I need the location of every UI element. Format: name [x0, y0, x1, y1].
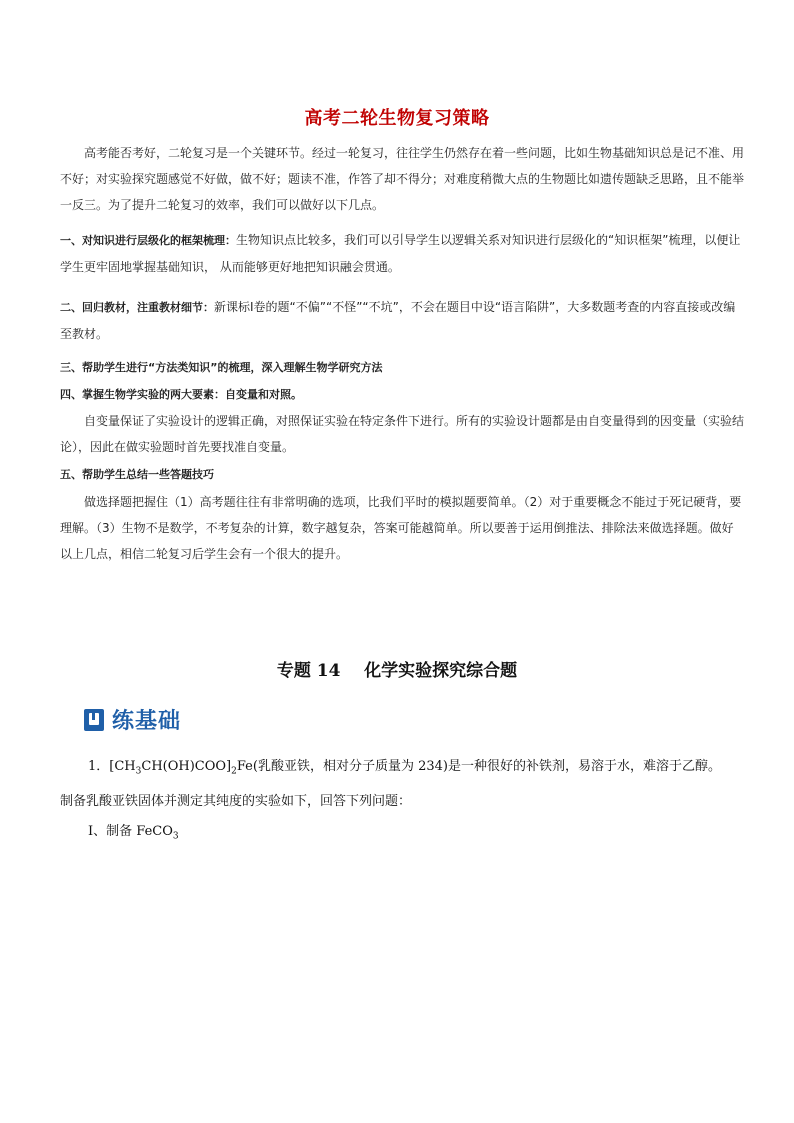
point-5-body-block: [60, 489, 744, 567]
q-subscript: 3: [135, 766, 142, 777]
section-badge: [84, 704, 181, 735]
intro-paragraph: [60, 140, 744, 218]
intro-text: 高考能否考好，二轮复习是一个关键环节。经过一轮复习，往往学生仍然存在着一些问题，比如生物基础知识总是记不准、用不好；对实验探究题感觉不好做，做不好；题读不准，作答了却不得分；对难度稍微大点的生物题比如遗传题缺乏思路，且不能举一反三。为了提升二轮复习的效率，我们可以做好以下几点。: [60, 146, 745, 212]
q-text-part: CH(OH)COO]: [141, 759, 232, 774]
q-subscript: 2: [231, 766, 237, 777]
doc-title: 高考二轮生物复习策略: [304, 108, 490, 129]
topic-title: 专题 14 化学实验探究综合题: [276, 661, 518, 681]
badge-label: 练基础: [112, 709, 182, 734]
point-5-body: 做选择题把握住（1）高考题往往有非常明确的选项，比我们平时的模拟题要简单。（2）对于重要概念不能过于死记硬背，要理解。（3）生物不是数学，不考复杂的计算，数字越复杂，答案可能越简单。所以要善于运用倒推法、排除法来做选择题。做好以上几点，相信二轮复习后学生会有一个很大的提升。: [60, 495, 742, 561]
q-text-part: Ⅰ、制备 FeCO: [88, 823, 173, 839]
point-4-body-block: [60, 408, 744, 460]
point-3-heading: 三、帮助学生进行“方法类知识”的梳理，深入理解生物学研究方法: [60, 361, 383, 374]
point-2-heading: 二、回归教材，注重教材细节：: [60, 301, 214, 314]
question-line-3: [60, 817, 750, 852]
question-line-2: 制备乳酸亚铁固体并测定其纯度的实验如下，回答下列问题：: [60, 793, 412, 809]
book-icon: [84, 709, 104, 731]
point-2-body: 新课标Ⅰ卷的题“不偏”“不怪”“不坑”，不会在题目中设“语言陷阱”，大多数题考查的内容直接或改编至教材。: [60, 300, 736, 341]
question-line-1: [60, 752, 750, 787]
point-1-heading: 一、对知识进行层级化的框架梳理：: [60, 234, 236, 247]
point-1-body: 生物知识点比较多，我们可以引导学生以逻辑关系对知识进行层级化的“知识框架”梳理，以便让学生更牢固地掌握基础知识， 从而能够更好地把知识融会贯通。: [60, 233, 741, 274]
q-text-part: 1．[CH: [88, 759, 136, 774]
point-4-body: 自变量保证了实验设计的逻辑正确，对照保证实验在特定条件下进行。所有的实验设计题都是由自变量得到的因变量（实验结论），因此在做实验题时首先要找准自变量。: [60, 414, 745, 454]
point-2: [60, 294, 744, 347]
question-1: [60, 752, 750, 851]
point-5-heading: 五、帮助学生总结一些答题技巧: [60, 468, 214, 481]
point-4-heading: 四、掌握生物学实验的两大要素：自变量和对照。: [60, 388, 302, 401]
q-subscript: 3: [172, 831, 179, 842]
q-text-part: Fe(乳酸亚铁，相对分子质量为 234)是一种很好的补铁剂，易溶于水，难溶于乙醇。: [236, 759, 721, 774]
point-1: [60, 227, 744, 280]
